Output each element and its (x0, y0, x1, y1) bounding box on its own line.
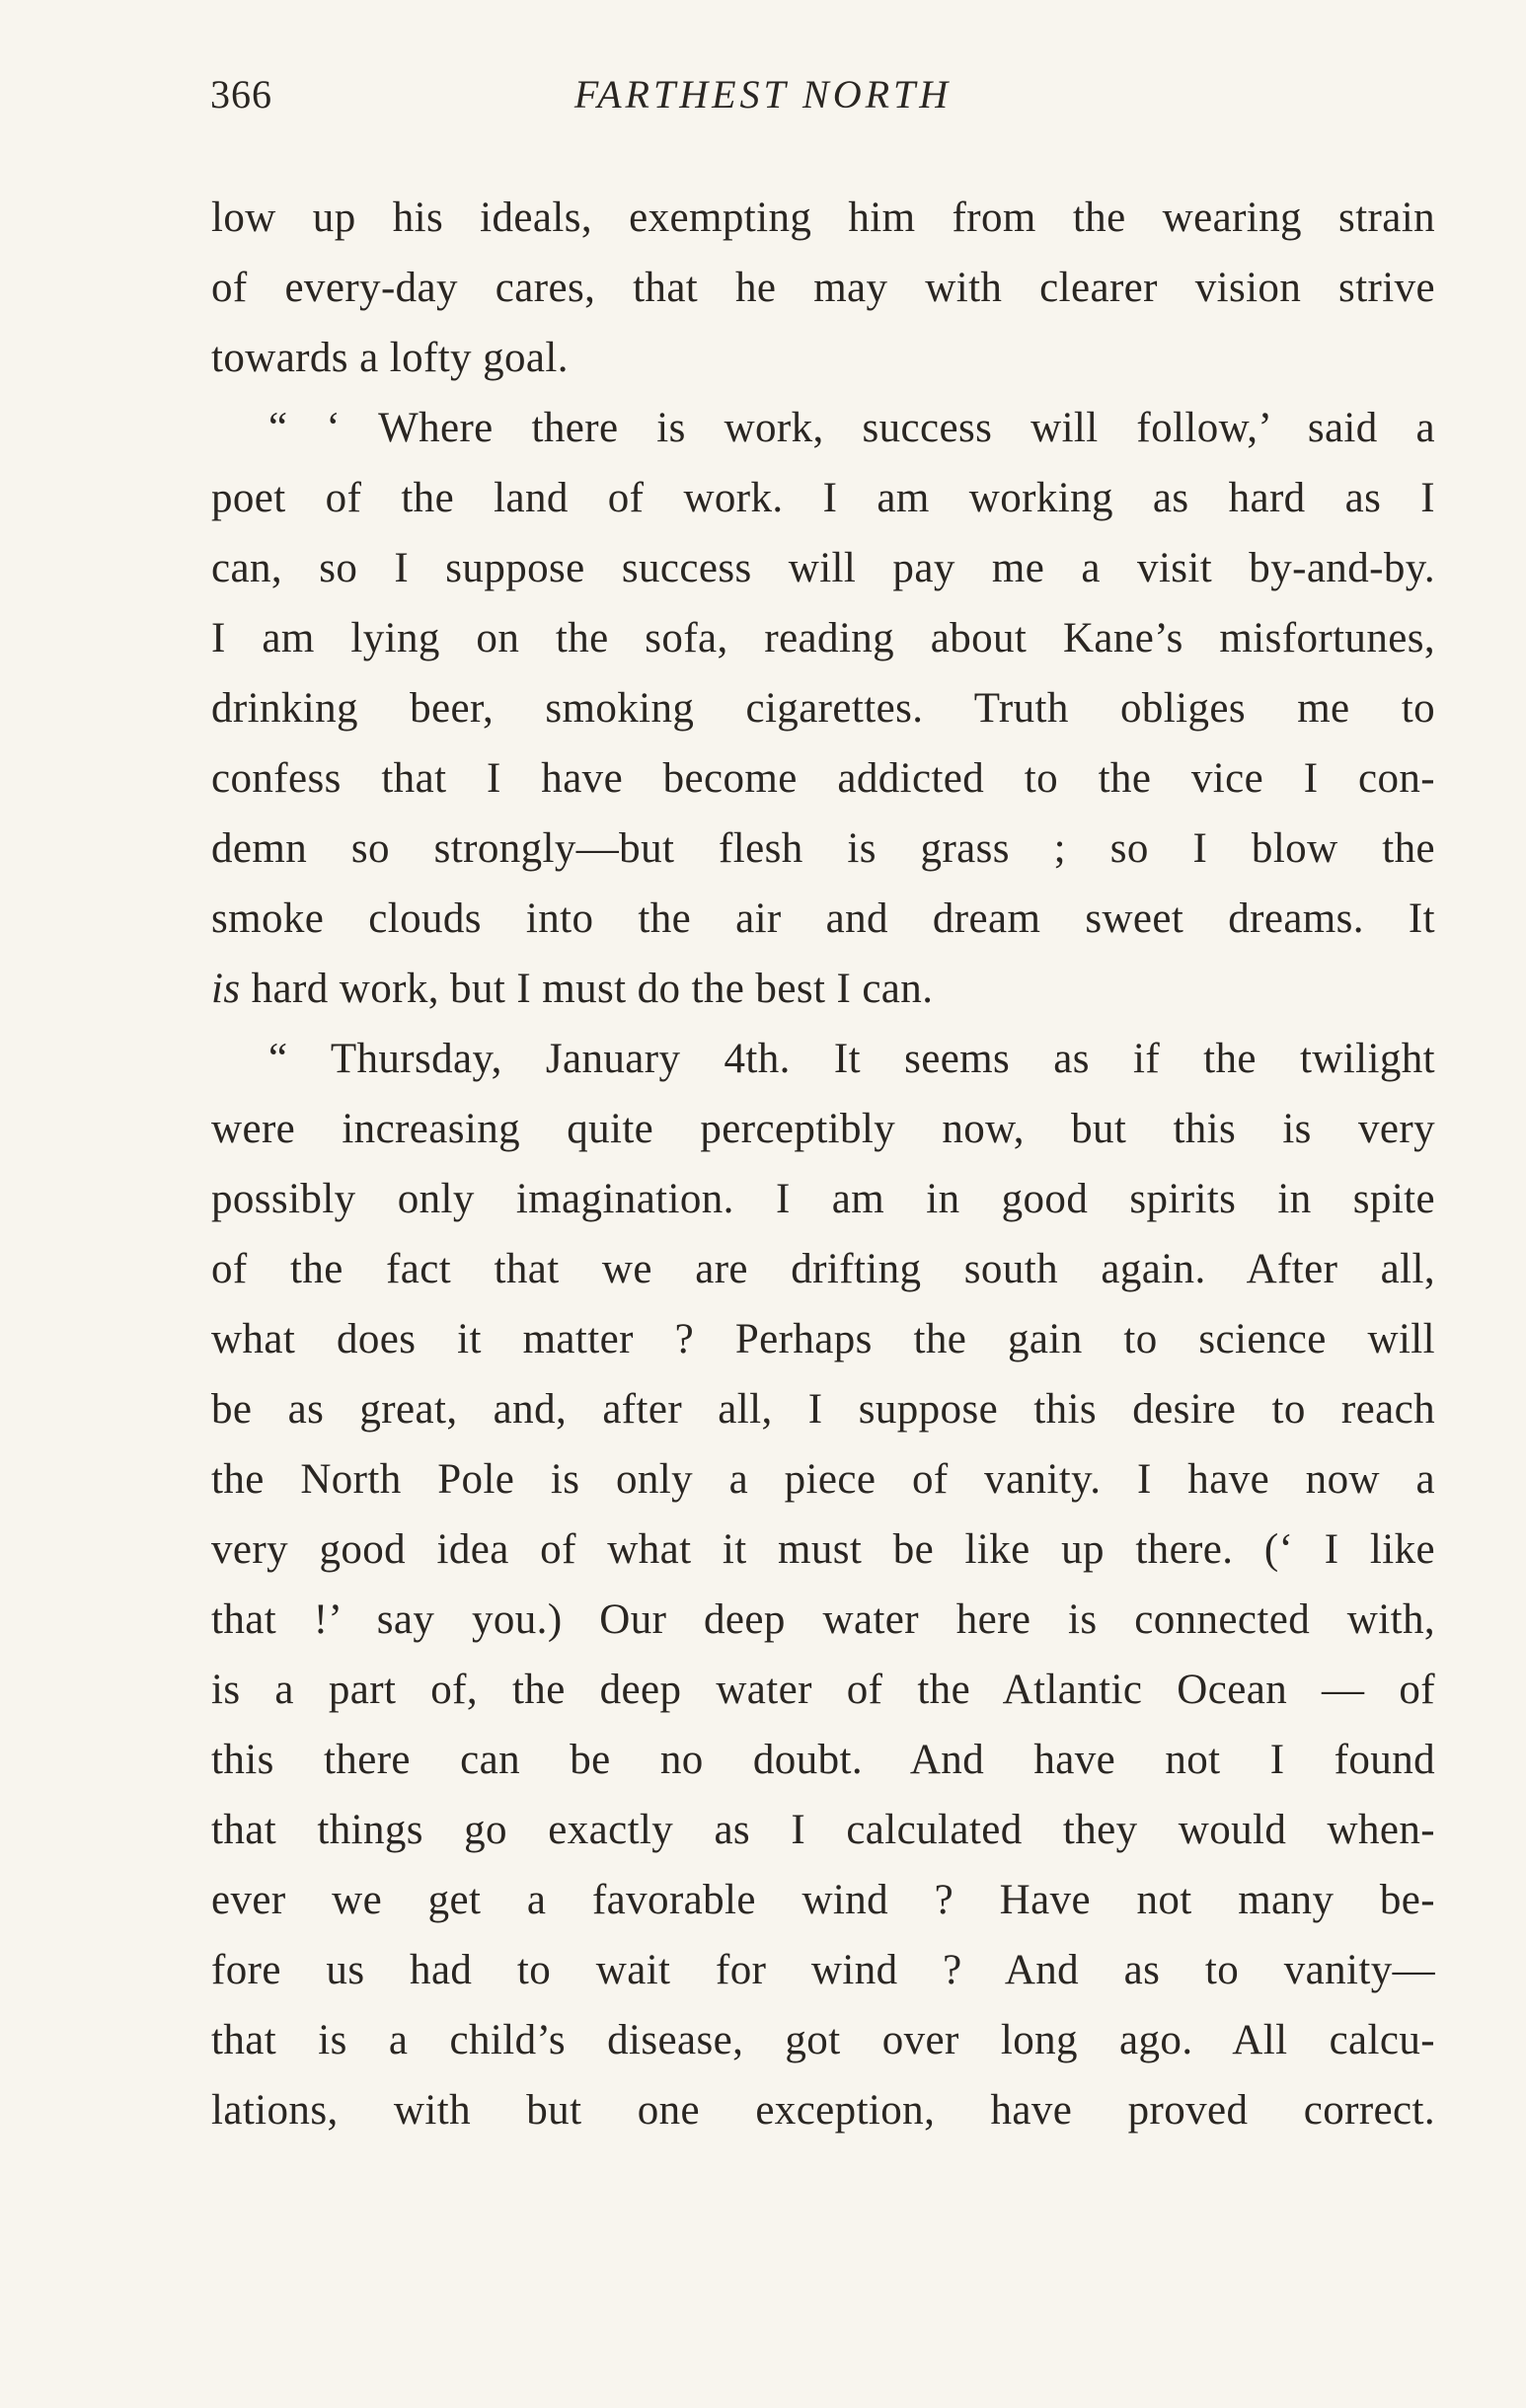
text-line: that !’ say you.) Our deep water here is connected with, (211, 1596, 1435, 1643)
text-line: possibly only imagination. I am in good spirits in spite (211, 1176, 1435, 1222)
page-number: 366 (210, 72, 272, 117)
text-line: poet of the land of work. I am working as hard as I (211, 475, 1435, 521)
text-line-rest: hard work, but I must do the best I can. (240, 966, 934, 1012)
text-line: I am lying on the sofa, reading about Kane’s misfortunes, (211, 615, 1435, 661)
text-line: “ Thursday, January 4th. It seems as if the twilight (268, 1036, 1435, 1082)
text-line: what does it matter ? Perhaps the gain to science will (211, 1316, 1435, 1362)
text-line: lations, with but one exception, have proved correct. (211, 2087, 1435, 2134)
text-line: ever we get a favorable wind ? Have not many be- (211, 1877, 1435, 1923)
text-line: drinking beer, smoking cigarettes. Truth obliges me to (211, 685, 1435, 732)
body-text (211, 183, 1435, 2145)
running-title: FARTHEST NORTH (573, 72, 953, 117)
text-line: the North Pole is only a piece of vanity. I have now a (211, 1456, 1435, 1503)
text-line: demn so strongly—but flesh is grass ; so I blow the (211, 825, 1435, 872)
text-line: that is a child’s disease, got over long ago. All calcu- (211, 2017, 1435, 2063)
text-line: “ ‘ Where there is work, success will follow,’ said a (268, 405, 1435, 451)
text-line: very good idea of what it must be like up there. (‘ I like (211, 1526, 1435, 1573)
text-line: were increasing quite perceptibly now, but this is very (211, 1106, 1435, 1152)
text-line: is a part of, the deep water of the Atlantic Ocean — of (211, 1667, 1435, 1713)
text-line: that things go exactly as I calculated they would when- (211, 1807, 1435, 1853)
text-line: towards a lofty goal. (211, 335, 569, 381)
text-line: smoke clouds into the air and dream sweet dreams. It (211, 895, 1435, 942)
text-line: of every-day cares, that he may with clearer vision strive (211, 265, 1435, 311)
text-line: confess that I have become addicted to the vice I con- (211, 755, 1435, 802)
text-line: be as great, and, after all, I suppose this desire to reach (211, 1386, 1435, 1433)
text-line: low up his ideals, exempting him from the wearing strain (211, 194, 1435, 241)
text-line: this there can be no doubt. And have not I found (211, 1737, 1435, 1783)
text-line: of the fact that we are drifting south again. After all, (211, 1246, 1435, 1292)
text-line (211, 954, 1435, 1024)
text-line: can, so I suppose success will pay me a visit by-and-by. (211, 545, 1435, 591)
italic-word: is (211, 966, 241, 1012)
text-line: fore us had to wait for wind ? And as to vanity— (211, 1947, 1435, 1993)
